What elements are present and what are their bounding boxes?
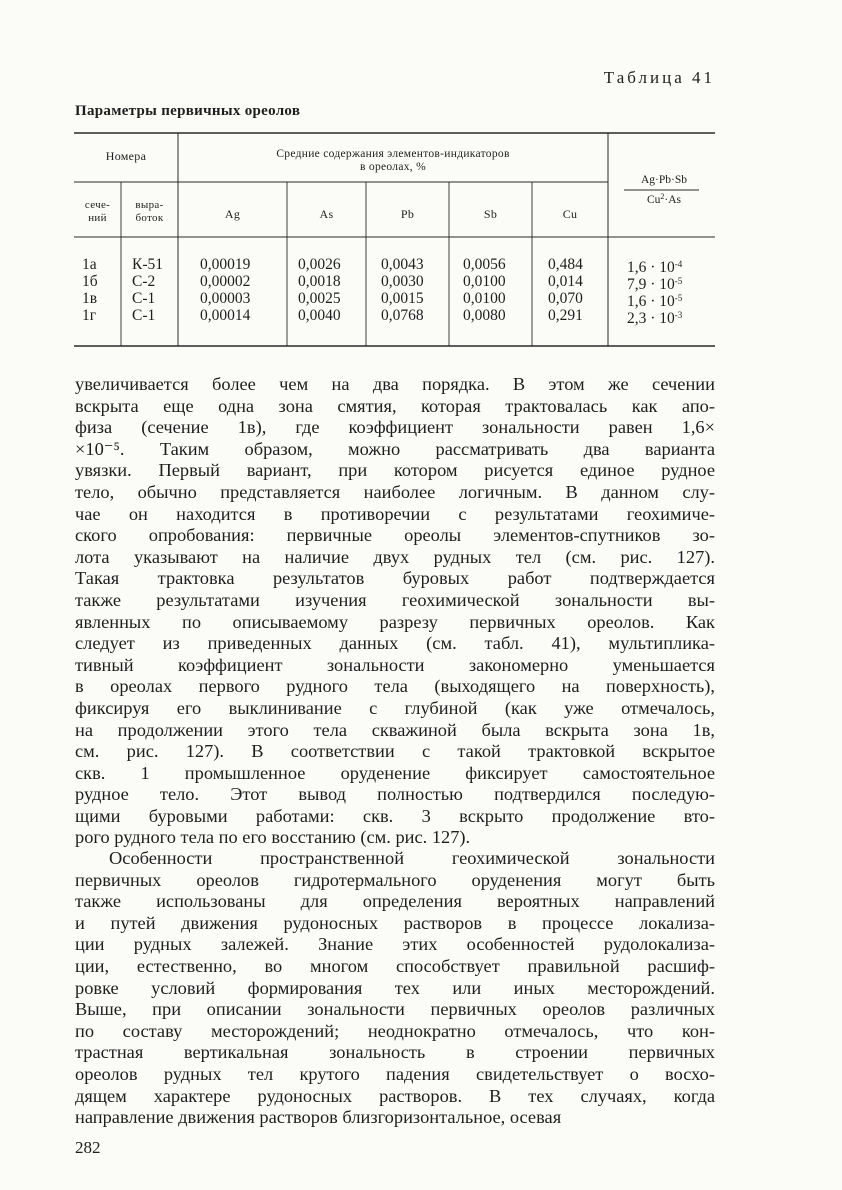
text-line: увязки. Первый вариант, при котором рисуется единое рудное [75,460,715,481]
text-line: дящем характере рудоносных растворов. В тех случаях, когда [75,1085,715,1106]
table-caption: Параметры первичных ореолов [75,103,301,119]
cell-pb: 0,0768 [381,307,424,324]
header-ratio-denominator [614,192,714,206]
text-line: также результатами изучения геохимической зональности вы- [75,589,715,610]
header-workings [121,199,178,225]
text-line: направление движения растворов близгоризонтальное, осевая [75,1107,562,1128]
header-contents-line1: Средние содержания элементов-индикаторов [276,148,510,160]
header-workings-line1: выра- [135,199,164,211]
cell-sb: 0,0056 [463,256,506,273]
cell-as: 0,0025 [298,290,341,307]
header-numbers: Номера [105,149,147,163]
cell-working: К-51 [132,256,163,273]
text-line: следует из приведенных данных (см. табл. 41), мультиплика- [75,633,715,654]
cell-ratio [627,257,715,275]
page-number: 282 [75,1138,101,1157]
cell-section: 1а [82,256,97,273]
ratio-mantissa: 2,3 · 10 [627,310,675,327]
text-line: лота указывают на наличие двух рудных тел (см. рис. 127). [75,546,715,567]
text-line: Такая трактовка результатов буровых работ подтверждается [75,568,715,589]
header-workings-line2: боток [135,212,164,224]
header-cu: Cu [562,207,578,221]
text-line: рого рудного тела по его восстанию (см. рис. 127). [75,827,471,848]
text-line: физа (сечение 1в), где коэффициент зональности равен 1,6× [75,417,715,438]
header-pb: Pb [400,207,415,221]
ratio-exponent: -4 [674,259,683,269]
cell-pb: 0,0030 [381,273,424,290]
text-line: щими буровыми работами: скв. 3 вскрыто продолжение вто- [75,805,715,826]
cell-cu: 0,070 [548,290,583,307]
cell-sb: 0,0080 [463,307,506,324]
text-line: ции рудных залежей. Знание этих особенностей рудолокализа- [75,934,715,955]
text-line: рудное тело. Этот вывод полностью подтвердился последую- [75,784,715,805]
ratio-exponent: -5 [674,276,683,286]
text-line: ореолов рудных тел крутого падения свидетельствует о восхо- [75,1063,715,1084]
cell-as: 0,0040 [298,307,341,324]
cell-working: С-1 [132,307,156,324]
text-line: увеличивается более чем на два порядка. В этом же сечении [75,374,715,394]
cell-section: 1г [82,307,97,324]
text-line: по составу месторождений; неоднократно отмечалось, что кон- [75,1020,715,1041]
text-line: тивный коэффициент зональности закономерно уменьшается [75,654,715,675]
ratio-mantissa: 1,6 · 10 [627,293,675,310]
header-as: As [319,207,334,221]
cell-cu: 0,014 [548,273,583,290]
cell-ag: 0,00014 [200,307,251,324]
cell-sb: 0,0100 [463,290,506,307]
header-ratio-numerator: Ag·Pb·Sb [640,174,687,186]
cell-cu: 0,291 [548,307,583,324]
ratio-mantissa: 1,6 · 10 [627,259,675,276]
ratio-exponent: -3 [674,310,683,320]
primary-halos-table [74,132,715,348]
ratio-exponent: -5 [674,293,683,303]
text-line: первичных ореолов гидротермального оруденения могут быть [75,869,715,890]
text-line: ровке условий формирования тех или иных месторождений. [75,977,715,998]
cell-cu: 0,484 [548,256,583,273]
text-line: фиксируя его выклинивание с глубиной (как уже отмечалось, [75,697,715,718]
cell-ratio [627,308,715,326]
text-line: в ореолах первого рудного тела (выходящего на поверхность), [75,676,715,697]
text-line: на продолжении этого тела скважиной была вскрыта зона 1в, [75,719,715,740]
ratio-mantissa: 7,9 · 10 [627,276,675,293]
cell-ag: 0,00002 [200,273,251,290]
text-line: также использованы для определения вероятных направлений [75,891,715,912]
cell-section: 1б [82,273,98,290]
text-line: чае он находится в противоречии с результатами геохимиче- [75,503,715,524]
text-line: и путей движения рудоносных растворов в процессе локализа- [75,912,715,933]
header-ag: Ag [224,207,241,221]
header-section-line2: ний [88,212,107,224]
paragraph-1 [75,374,715,849]
cell-sb: 0,0100 [463,273,506,290]
cell-as: 0,0026 [298,256,341,273]
ratio-den-exp: 2 [660,192,665,201]
cell-ag: 0,00003 [200,290,251,307]
cell-pb: 0,0043 [381,256,424,273]
text-line: тело, обычно представляется наиболее логичным. В данном слу- [75,481,715,502]
text-line: ×10⁻⁵. Таким образом, можно рассматривать два варианта [75,438,715,459]
text-line: трастная вертикальная зональность в строении первичных [75,1042,715,1063]
text-line: Особенности пространственной геохимической зональности [109,848,715,868]
header-section-line1: сече- [84,199,111,211]
header-sb: Sb [483,207,498,221]
text-line: вскрыта еще одна зона смятия, которая трактовалась как апо- [75,395,715,416]
cell-section: 1в [82,290,98,307]
cell-working: С-2 [132,273,156,290]
header-contents [178,148,608,174]
header-section [74,199,121,225]
cell-working: С-1 [132,290,156,307]
cell-ag: 0,00019 [200,256,251,273]
paragraph-2 [75,848,715,1129]
text-line: ции, естественно, во многом способствует правильной расшиф- [75,955,715,976]
ratio-den-base: Cu [646,194,661,206]
text-line: явленных по описываемому разрезу первичных ореолов. Как [75,611,715,632]
cell-ratio [627,291,715,309]
cell-ratio [627,274,715,292]
text-line: см. рис. 127). В соответствии с такой трактовкой вскрытое [75,741,715,762]
text-line: Выше, при описании зональности первичных ореолов различных [75,999,715,1020]
table-number: Таблица 41 [603,68,715,87]
ratio-den-tail: ·As [664,194,682,206]
text-line: ского опробования: первичные ореолы элементов-спутников зо- [75,525,715,546]
cell-pb: 0,0015 [381,290,424,307]
header-contents-line2: в ореолах, % [359,161,427,173]
text-line: скв. 1 промышленное оруденение фиксирует самостоятельное [75,762,715,783]
cell-as: 0,0018 [298,273,341,290]
